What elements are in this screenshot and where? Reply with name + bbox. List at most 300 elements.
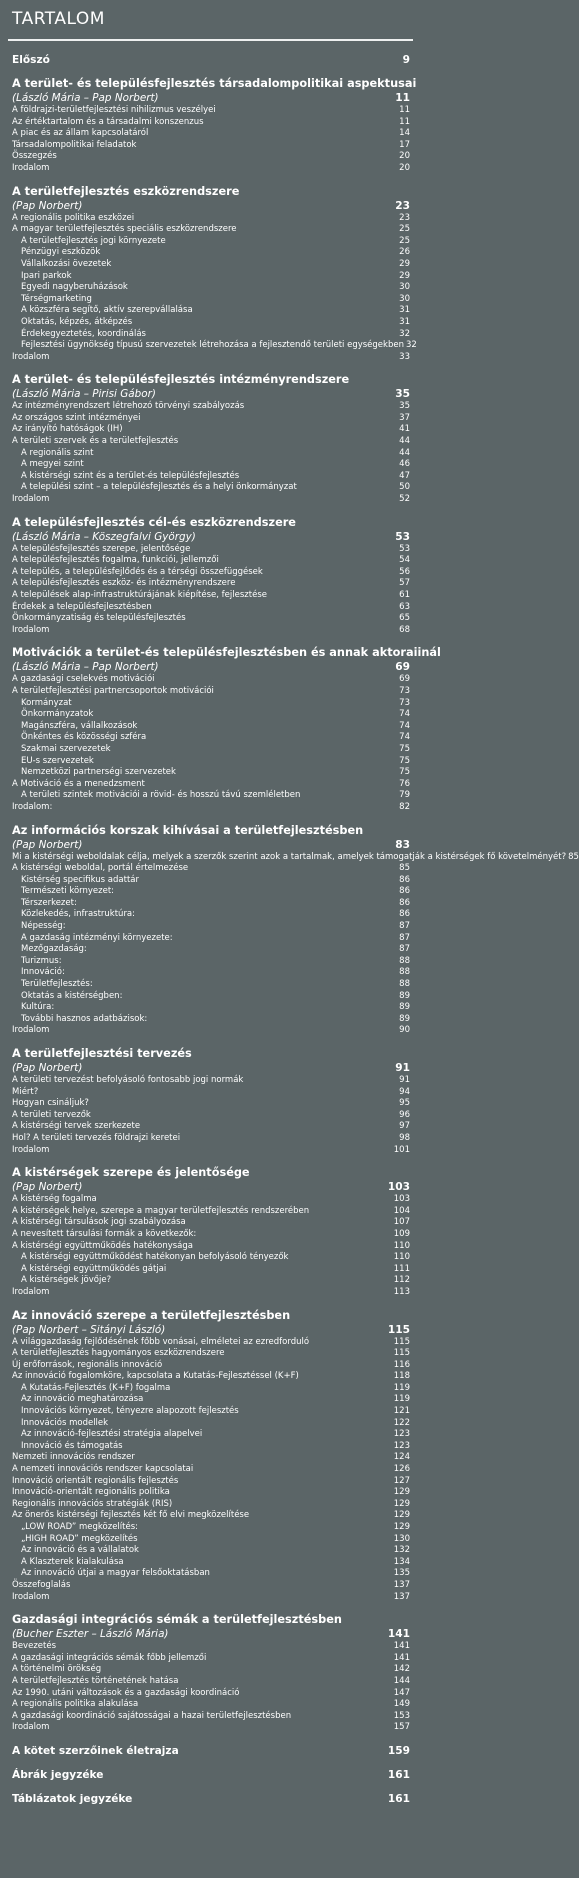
- toc-page-number: 76: [399, 778, 410, 789]
- toc-subitem[interactable]: [12, 259, 411, 271]
- toc-page-number: 31: [399, 305, 410, 316]
- toc-subitem[interactable]: [12, 756, 411, 768]
- toc-entry-text: Az innováció útjai a magyar felsőoktatásban: [21, 1568, 210, 1579]
- toc-subitem[interactable]: [12, 979, 411, 991]
- toc-page-number: 153: [393, 1710, 410, 1721]
- toc-page-number: 75: [399, 755, 410, 766]
- toc-page-number: 130: [393, 1533, 410, 1544]
- toc-chapter-title[interactable]: [12, 372, 411, 387]
- toc-item[interactable]: [12, 352, 411, 364]
- toc-entry-text: A kistérségi társulások jogi szabályozása: [12, 1217, 186, 1228]
- toc-chapter-authors[interactable]: [12, 199, 411, 213]
- toc-page-number: 44: [399, 447, 410, 458]
- toc-entry-text: Térszerkezet:: [21, 897, 77, 908]
- toc-entry-text: A regionális politika eszközei: [12, 212, 135, 223]
- toc-page-number: 94: [399, 1086, 410, 1097]
- toc-entry-text: Az információs korszak kihívásai a területfejlesztésben: [12, 823, 364, 837]
- toc-entry-text: Szakmai szervezetek: [21, 743, 111, 754]
- toc-entry-text: Az innováció és a vállalatok: [21, 1545, 139, 1556]
- toc-page-number: 89: [399, 1002, 410, 1013]
- toc-subitem[interactable]: [12, 471, 411, 483]
- toc-subitem[interactable]: [12, 1534, 411, 1546]
- toc-page-number: 32: [405, 340, 417, 351]
- table-of-contents: [0, 53, 579, 1806]
- toc-item[interactable]: [12, 1452, 411, 1464]
- toc-page-number: 14: [399, 128, 410, 139]
- toc-entry-text: Fejlesztési ügynökség típusú szervezetek létrehozása a fejlesztendő területi egységekben: [21, 340, 404, 351]
- toc-subitem[interactable]: [12, 991, 411, 1003]
- toc-page-number: 17: [399, 139, 410, 150]
- toc-entry-text: A településfejlesztés cél-és eszközrendszere: [12, 515, 296, 529]
- toc-entry-text: Nemzeti innovációs rendszer: [12, 1452, 135, 1463]
- toc-item[interactable]: [12, 1688, 411, 1700]
- toc-page-number: 149: [393, 1699, 410, 1710]
- toc-item[interactable]: [12, 128, 411, 140]
- toc-page-number: 74: [399, 732, 410, 743]
- toc-item[interactable]: [12, 163, 411, 175]
- toc-item[interactable]: [12, 1499, 411, 1511]
- toc-page-number: 141: [393, 1652, 410, 1663]
- toc-item[interactable]: [12, 590, 411, 602]
- toc-item[interactable]: [12, 436, 411, 448]
- toc-entry-text: A gazdasági integrációs sémák főbb jellemzői: [12, 1652, 207, 1663]
- toc-page-number: 56: [399, 566, 410, 577]
- toc-entry-text: Az önerős kistérségi fejlesztés két fő elvi megközelítése: [12, 1510, 250, 1521]
- toc-page-number: 63: [399, 601, 410, 612]
- toc-page-number: 129: [393, 1510, 410, 1521]
- toc-page-number: 104: [393, 1205, 410, 1216]
- toc-page-number: 134: [393, 1556, 410, 1567]
- toc-item[interactable]: [12, 1699, 411, 1711]
- toc-entry-text: A gazdasági cselekvés motivációi: [12, 674, 155, 685]
- toc-entry-text: További hasznos adatbázisok:: [21, 1013, 148, 1024]
- toc-entry-text: Az irányító hatóságok (IH): [12, 424, 123, 435]
- toc-page-number: 115: [393, 1336, 410, 1347]
- toc-entry-text: Innováció-orientált regionális politika: [12, 1487, 170, 1498]
- toc-item[interactable]: [12, 1110, 411, 1122]
- toc-chapter-authors[interactable]: [12, 530, 411, 544]
- toc-item[interactable]: [12, 1653, 411, 1665]
- toc-entry-text: A területfejlesztés történetének hatása: [12, 1675, 179, 1686]
- toc-page-number: 111: [393, 1263, 410, 1274]
- toc-entry-text: Táblázatok jegyzéke: [12, 1792, 133, 1805]
- toc-entry-text: Hogyan csináljuk?: [12, 1098, 89, 1109]
- toc-subitem[interactable]: [12, 1275, 411, 1287]
- toc-entry-text: A piac és az állam kapcsolatáról: [12, 128, 149, 139]
- toc-subitem[interactable]: [12, 1545, 411, 1557]
- toc-page-number: 20: [399, 151, 410, 162]
- toc-subitem[interactable]: [12, 944, 411, 956]
- toc-item[interactable]: [12, 1722, 411, 1734]
- toc-page-number: 26: [399, 247, 410, 258]
- toc-item[interactable]: [12, 613, 411, 625]
- toc-entry-text: Az innováció szerepe a területfejlesztésben: [12, 1308, 291, 1322]
- toc-item[interactable]: [12, 567, 411, 579]
- toc-chapter-authors[interactable]: [12, 387, 411, 401]
- toc-page-number: 161: [387, 1792, 410, 1805]
- toc-page-number: 110: [393, 1252, 410, 1263]
- toc-item[interactable]: [12, 494, 411, 506]
- toc-entry-text: A területi szervek és a területfejlesztés: [12, 436, 179, 447]
- toc-subitem[interactable]: [12, 236, 411, 248]
- toc-item[interactable]: [12, 1287, 411, 1299]
- toc-page-number: 41: [399, 424, 410, 435]
- toc-subitem[interactable]: [12, 698, 411, 710]
- toc-entry-text: Az innováció meghatározása: [21, 1394, 144, 1405]
- toc-item[interactable]: [12, 1641, 411, 1653]
- toc-page-number: 33: [399, 351, 410, 362]
- toc-entry-text: Népesség:: [21, 921, 66, 932]
- toc-entry-text: Miért?: [12, 1086, 39, 1097]
- toc-subitem[interactable]: [12, 1394, 411, 1406]
- toc-item[interactable]: [12, 555, 411, 567]
- toc-page-number: 91: [395, 1062, 410, 1074]
- toc-page-number: 61: [399, 590, 410, 600]
- toc-subitem[interactable]: [12, 1406, 411, 1418]
- toc-chapter-title[interactable]: [12, 1308, 411, 1323]
- toc-item[interactable]: [12, 1217, 411, 1229]
- toc-subitem[interactable]: [12, 1557, 411, 1569]
- toc-entry-text: Kultúra:: [21, 1002, 55, 1013]
- toc-entry-text: Kistérség specifikus adattár: [21, 874, 139, 885]
- toc-entry-text: Magánszféra, vállalkozások: [21, 720, 138, 731]
- toc-entry-text: A Kutatás-Fejlesztés (K+F) fogalma: [21, 1382, 171, 1393]
- toc-page-number: 103: [387, 1181, 410, 1194]
- toc-page-number: 126: [393, 1464, 410, 1475]
- toc-page-number: 147: [393, 1687, 410, 1698]
- toc-item[interactable]: [12, 213, 411, 225]
- toc-entry-text: A kistérségi együttműködés hatékonysága: [12, 1240, 193, 1251]
- toc-item[interactable]: [12, 1229, 411, 1241]
- toc-item[interactable]: [12, 1348, 411, 1360]
- toc-page-number: 25: [399, 235, 410, 246]
- toc-page-number: 95: [399, 1098, 410, 1109]
- toc-entry-text: (László Mária – Pap Norbert): [12, 92, 159, 104]
- toc-entry-text: Az innováció-fejlesztési stratégia alapelvei: [21, 1429, 203, 1440]
- toc-subitem[interactable]: [12, 1252, 411, 1264]
- toc-item[interactable]: [12, 1592, 411, 1604]
- toc-entry-text: A nemzeti innovációs rendszer kapcsolatai: [12, 1464, 194, 1475]
- toc-entry-text: (László Mária – Pap Norbert): [12, 661, 159, 674]
- toc-page-number: 123: [393, 1429, 410, 1440]
- toc-page-number: 96: [399, 1109, 410, 1120]
- toc-entry-text: (Pap Norbert): [12, 838, 83, 851]
- toc-entry-text: A települések alap-infrastruktúrájának kiépítése, fejlesztése: [12, 590, 267, 600]
- toc-item[interactable]: [12, 1133, 411, 1145]
- toc-page-number: 25: [399, 224, 410, 235]
- toc-page-number: 103: [393, 1194, 410, 1205]
- toc-subitem[interactable]: [12, 744, 411, 756]
- toc-subitem[interactable]: [12, 956, 411, 968]
- toc-entry-text: A kistérségek helye, szerepe a magyar területfejlesztés rendszerében: [12, 1205, 310, 1216]
- toc-entry-text: Irodalom: [12, 1025, 50, 1036]
- toc-chapter-authors[interactable]: [12, 91, 411, 105]
- toc-chapter-authors[interactable]: [12, 838, 411, 852]
- toc-subitem[interactable]: [12, 721, 411, 733]
- toc-subitem[interactable]: [12, 967, 411, 979]
- toc-page-number: 161: [387, 1768, 410, 1781]
- toc-page-number: 11: [399, 105, 410, 115]
- toc-item[interactable]: [12, 1371, 411, 1383]
- toc-entry-text: „LOW ROAD” megközelítés:: [21, 1522, 139, 1532]
- toc-item[interactable]: [12, 1676, 411, 1688]
- toc-page-number: 11: [395, 92, 410, 104]
- toc-entry-text: Önkormányzatok: [21, 709, 94, 720]
- toc-subitem[interactable]: [12, 875, 411, 887]
- toc-item[interactable]: [12, 1145, 411, 1157]
- toc-subitem[interactable]: [12, 1264, 411, 1276]
- toc-page-number: 11: [399, 116, 410, 127]
- toc-page-number: 35: [395, 388, 410, 401]
- toc-item[interactable]: [12, 413, 411, 425]
- toc-item[interactable]: [12, 1510, 411, 1522]
- toc-item[interactable]: [12, 140, 411, 152]
- toc-chapter-title[interactable]: [12, 645, 441, 660]
- toc-page-number: 137: [393, 1591, 410, 1602]
- toc-page-number: 115: [393, 1348, 410, 1359]
- toc-item[interactable]: [12, 625, 411, 637]
- toc-entry-text: A területi tervezést befolyásoló fontosabb jogi normák: [12, 1075, 244, 1085]
- toc-chapter-title[interactable]: [12, 184, 411, 199]
- toc-entry-text: A földrajzi-területfejlesztési nihilizmus veszélyei: [12, 105, 216, 115]
- toc-entry-text: Oktatás, képzés, átképzés: [21, 316, 133, 327]
- toc-item[interactable]: [12, 117, 411, 129]
- toc-entry-text: Ipari parkok: [21, 270, 72, 281]
- toc-entry-text: A terület- és településfejlesztés intézményrendszere: [12, 373, 350, 387]
- title-divider: [8, 39, 413, 41]
- toc-subitem[interactable]: [12, 448, 411, 460]
- toc-entry-text: A kistérségek jövője?: [21, 1275, 112, 1286]
- toc-item[interactable]: [12, 1194, 411, 1206]
- toc-item[interactable]: [12, 1121, 411, 1133]
- toc-page-number: 129: [393, 1487, 410, 1498]
- toc-page-number: 142: [393, 1664, 410, 1675]
- toc-page-number: 74: [399, 709, 410, 720]
- toc-page-number: 112: [393, 1275, 410, 1286]
- toc-page-number: 87: [399, 921, 410, 932]
- toc-page-number: 86: [399, 874, 410, 885]
- toc-entry-text: A kistérségi együttműködést hatékonyan befolyásoló tényezők: [21, 1252, 289, 1263]
- toc-section-link[interactable]: [12, 53, 411, 67]
- toc-entry-text: Irodalom: [12, 494, 50, 505]
- toc-chapter-authors[interactable]: [12, 1627, 411, 1641]
- toc-page-number: 53: [399, 543, 410, 554]
- toc-page-number: 50: [399, 482, 410, 493]
- toc-subitem[interactable]: [12, 305, 411, 317]
- toc-subitem[interactable]: [12, 767, 411, 779]
- toc-item[interactable]: [12, 1098, 411, 1110]
- toc-page-number: 127: [393, 1475, 410, 1486]
- toc-entry-text: Hol? A területi tervezés földrajzi keretei: [12, 1132, 181, 1143]
- toc-entry-text: Egyedi nagyberuházások: [21, 282, 128, 293]
- toc-chapter-title[interactable]: [12, 76, 417, 91]
- toc-item[interactable]: [12, 1664, 411, 1676]
- toc-entry-text: (Pap Norbert): [12, 199, 83, 212]
- toc-entry-text: A kistérségek szerepe és jelentősége: [12, 1166, 250, 1180]
- toc-subitem[interactable]: [12, 1441, 411, 1453]
- toc-entry-text: A területfejlesztés jogi környezete: [21, 235, 166, 246]
- toc-subitem[interactable]: [12, 1522, 411, 1534]
- toc-entry-text: A területfejlesztés eszközrendszere: [12, 184, 240, 198]
- toc-entry-text: (Pap Norbert – Sitányi László): [12, 1323, 166, 1336]
- toc-subitem[interactable]: [12, 1014, 411, 1026]
- toc-entry-text: Innovációs környezet, tényezre alapozott fejlesztés: [21, 1406, 239, 1417]
- toc-page-number: 88: [399, 979, 410, 990]
- toc-chapter-authors[interactable]: [12, 1180, 411, 1194]
- toc-page-number: 29: [399, 270, 410, 281]
- toc-page-number: 69: [399, 674, 410, 685]
- toc-section-link[interactable]: [12, 1792, 411, 1806]
- toc-page-number: 87: [399, 944, 410, 955]
- toc-chapter-authors[interactable]: [12, 1323, 411, 1337]
- toc-item[interactable]: [12, 1337, 411, 1349]
- toc-entry-text: Összefoglalás: [12, 1579, 71, 1590]
- toc-page-number: 137: [393, 1579, 410, 1590]
- toc-page-number: 159: [387, 1744, 410, 1757]
- toc-subitem[interactable]: [12, 1002, 411, 1014]
- toc-item[interactable]: [12, 802, 411, 814]
- toc-entry-text: Az innováció fogalomköre, kapcsolata a Kutatás-Fejlesztéssel (K+F): [12, 1371, 299, 1382]
- toc-entry-text: Irodalom: [12, 624, 50, 635]
- toc-page-number: 44: [399, 436, 410, 447]
- toc-item[interactable]: [12, 578, 411, 590]
- toc-page-number: 113: [393, 1286, 410, 1297]
- toc-item[interactable]: [12, 105, 411, 117]
- toc-entry-text: Összegzés: [12, 151, 57, 162]
- toc-page-number: 32: [399, 328, 410, 339]
- toc-item[interactable]: [12, 1476, 411, 1488]
- toc-chapter-title[interactable]: [12, 515, 411, 530]
- toc-subitem[interactable]: [12, 790, 411, 802]
- toc-page-number: 82: [399, 801, 410, 812]
- toc-subitem[interactable]: [12, 909, 411, 921]
- toc-item[interactable]: [12, 224, 411, 236]
- toc-page-number: 52: [399, 494, 410, 505]
- toc-entry-text: A területi tervezők: [12, 1109, 91, 1120]
- toc-entry-text: Nemzetközi partnerségi szervezetek: [21, 767, 176, 778]
- toc-entry-text: EU-s szervezetek: [21, 755, 94, 766]
- toc-entry-text: A közszféra segítő, aktív szerepvállalása: [21, 305, 193, 316]
- toc-subitem[interactable]: [12, 247, 411, 259]
- toc-subitem[interactable]: [12, 1429, 411, 1441]
- toc-item[interactable]: [12, 674, 411, 686]
- toc-page-number: 89: [399, 1013, 410, 1024]
- toc-item[interactable]: [12, 1206, 411, 1218]
- toc-item[interactable]: [12, 851, 579, 864]
- toc-chapter-authors[interactable]: [12, 660, 411, 674]
- toc-subitem[interactable]: [12, 340, 417, 352]
- toc-page-number: 118: [393, 1371, 410, 1382]
- toc-entry-text: Az 1990. utáni változások és a gazdasági koordináció: [12, 1687, 240, 1698]
- toc-page-number: 46: [399, 459, 410, 470]
- toc-subitem[interactable]: [12, 886, 411, 898]
- toc-entry-text: Önkéntes és közösségi szféra: [21, 732, 147, 743]
- toc-item[interactable]: [12, 1087, 411, 1099]
- toc-entry-text: (Pap Norbert): [12, 1062, 83, 1074]
- toc-item[interactable]: [12, 401, 411, 413]
- toc-subitem[interactable]: [12, 709, 411, 721]
- toc-chapter-title[interactable]: [12, 1165, 411, 1180]
- toc-entry-text: Az országos szint intézményei: [12, 412, 141, 423]
- toc-subitem[interactable]: [12, 294, 411, 306]
- toc-item[interactable]: [12, 1075, 411, 1087]
- toc-entry-text: Pénzügyi eszközök: [21, 247, 101, 258]
- toc-page-number: 9: [402, 54, 410, 66]
- toc-entry-text: Érdekegyeztetés, koordinálás: [21, 328, 146, 339]
- toc-subitem[interactable]: [12, 933, 411, 945]
- toc-subitem[interactable]: [12, 282, 411, 294]
- toc-chapter-authors[interactable]: [12, 1061, 411, 1075]
- toc-page-number: 57: [399, 578, 410, 589]
- toc-page-number: 86: [399, 897, 410, 908]
- toc-page-number: 73: [399, 685, 410, 696]
- toc-entry-text: A településfejlesztés fogalma, funkciói, jellemzői: [12, 555, 219, 566]
- toc-entry-text: Vállalkozási övezetek: [21, 258, 112, 269]
- toc-section-link[interactable]: [12, 1768, 411, 1782]
- toc-page-number: 124: [393, 1452, 410, 1463]
- toc-item[interactable]: [12, 602, 411, 614]
- toc-subitem[interactable]: [12, 1568, 411, 1580]
- toc-page-number: 54: [399, 555, 410, 566]
- toc-chapter-title[interactable]: [12, 1612, 411, 1627]
- toc-page-number: 98: [399, 1132, 410, 1143]
- toc-subitem[interactable]: [12, 317, 411, 329]
- toc-item[interactable]: [12, 1360, 411, 1372]
- toc-entry-text: A megyei szint: [21, 459, 84, 470]
- toc-page-number: 65: [399, 613, 410, 624]
- toc-page-number: 88: [399, 967, 410, 978]
- toc-entry-text: Innováció orientált regionális fejlesztés: [12, 1475, 179, 1486]
- toc-item[interactable]: [12, 1487, 411, 1499]
- toc-item[interactable]: [12, 1711, 411, 1723]
- toc-entry-text: A területfejlesztési partnercsoportok motivációi: [12, 685, 214, 696]
- toc-page-number: 122: [393, 1417, 410, 1428]
- toc-item[interactable]: [12, 424, 411, 436]
- toc-item[interactable]: [12, 1241, 411, 1253]
- toc-entry-text: A Klaszterek kialakulása: [21, 1556, 124, 1567]
- toc-subitem[interactable]: [12, 271, 411, 283]
- toc-item[interactable]: [12, 151, 411, 163]
- toc-entry-text: A Motiváció és a menedzsment: [12, 778, 145, 789]
- toc-entry-text: A nevesített társulási formák a következők:: [12, 1228, 197, 1239]
- toc-subitem[interactable]: [12, 921, 411, 933]
- toc-item[interactable]: [12, 863, 411, 875]
- toc-subitem[interactable]: [12, 459, 411, 471]
- toc-item[interactable]: [12, 1464, 411, 1476]
- toc-entry-text: A gazdaság intézményi környezete:: [21, 932, 173, 943]
- toc-item[interactable]: [12, 544, 411, 556]
- toc-entry-text: A történelmi örökség: [12, 1664, 102, 1675]
- toc-chapter-title[interactable]: [12, 823, 411, 838]
- toc-item[interactable]: [12, 1580, 411, 1592]
- toc-entry-text: A kistérség fogalma: [12, 1194, 97, 1205]
- toc-entry-text: (László Mária – Pirisi Gábor): [12, 388, 156, 401]
- toc-section-link[interactable]: [12, 1744, 411, 1758]
- toc-subitem[interactable]: [12, 1383, 411, 1395]
- toc-subitem[interactable]: [12, 1418, 411, 1430]
- toc-page-number: 109: [393, 1228, 410, 1239]
- toc-chapter-title[interactable]: [12, 1046, 411, 1061]
- toc-item[interactable]: [12, 686, 411, 698]
- toc-item[interactable]: [12, 779, 411, 791]
- toc-subitem[interactable]: [12, 732, 411, 744]
- toc-page-number: 88: [399, 955, 410, 966]
- toc-subitem[interactable]: [12, 898, 411, 910]
- toc-subitem[interactable]: [12, 329, 411, 341]
- toc-item[interactable]: [12, 1025, 411, 1037]
- toc-entry-text: A kistérségi tervek szerkezete: [12, 1121, 141, 1132]
- toc-subitem[interactable]: [12, 482, 411, 494]
